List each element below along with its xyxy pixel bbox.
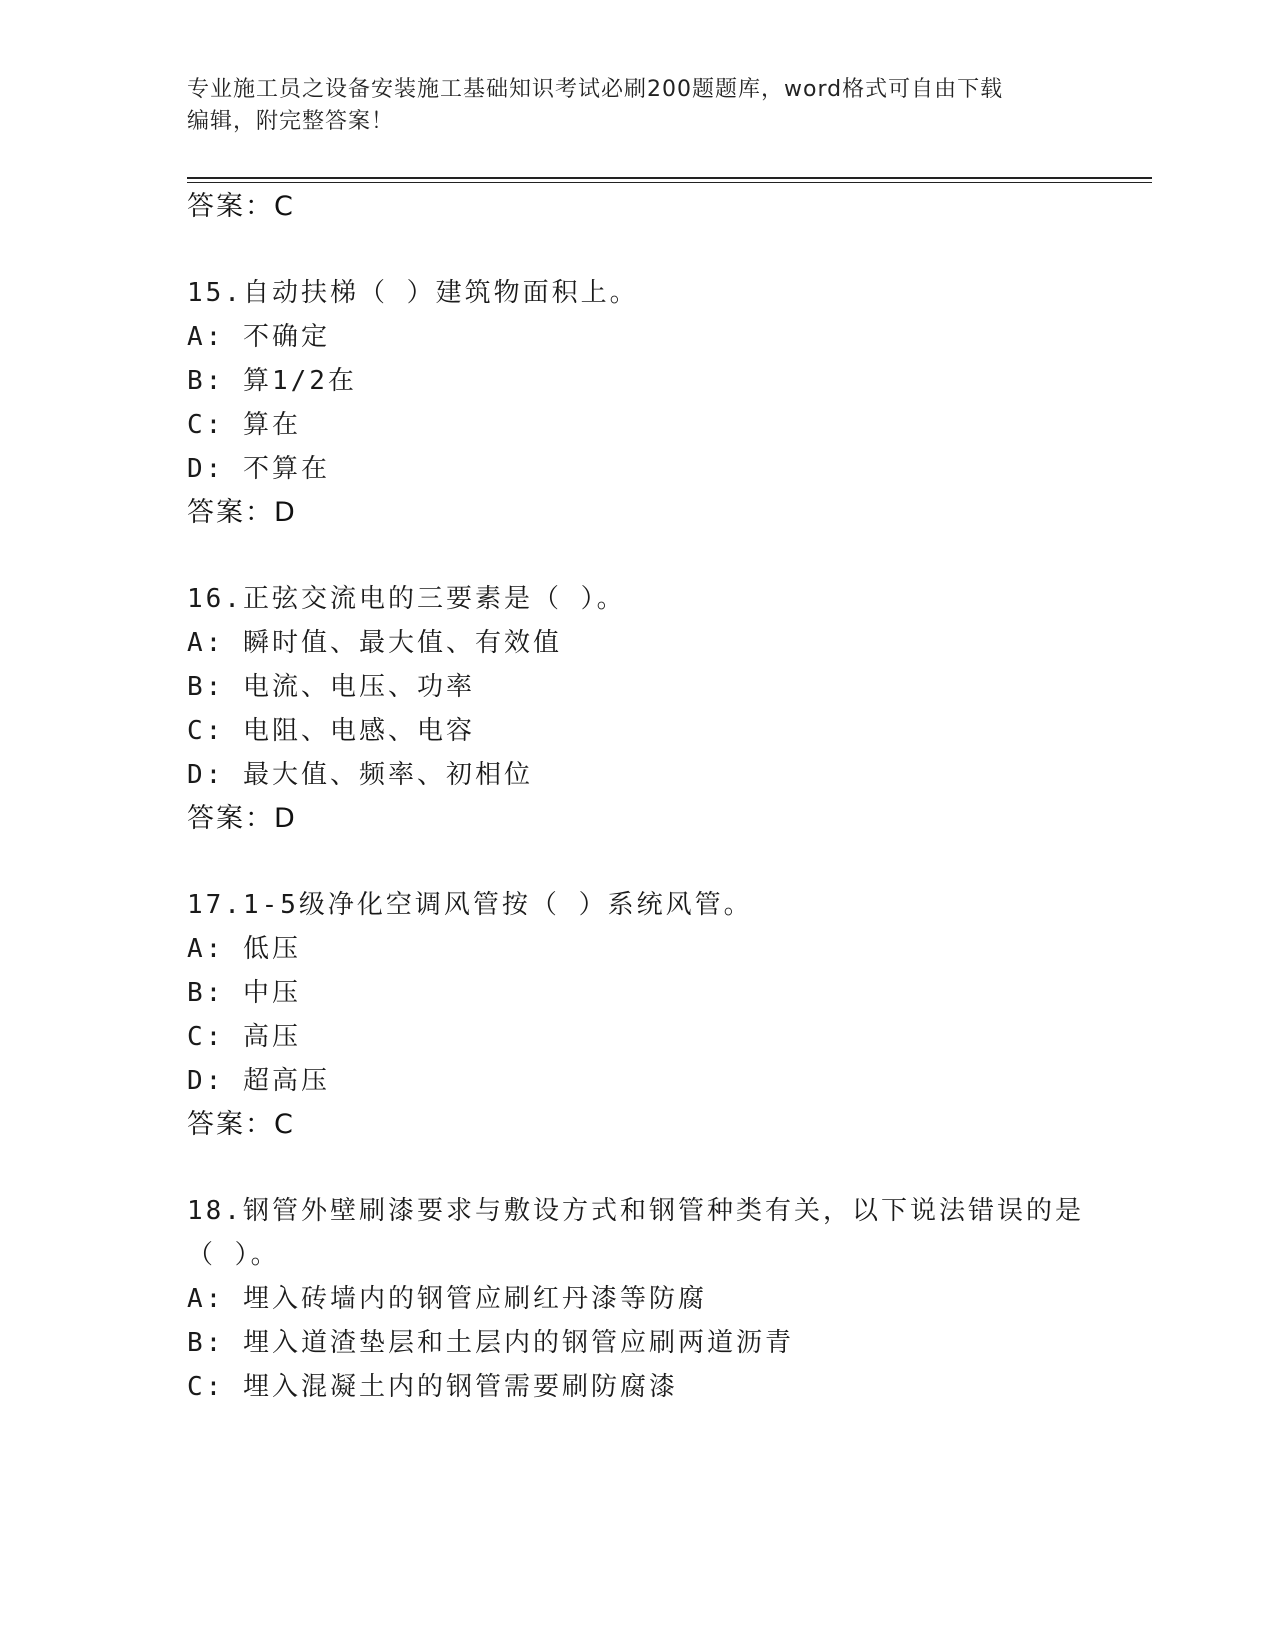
header-divider-bottom (187, 182, 1152, 183)
header-line-1: 专业施工员之设备安装施工基础知识考试必刷200题题库，word格式可自由下载 (187, 77, 1004, 102)
question-18-stem-line-1: 18.钢管外壁刷漆要求与敷设方式和钢管种类有关，以下说法错误的是 (187, 1196, 1084, 1226)
question-18-option-b: B: 埋入道渣垫层和土层内的钢管应刷两道沥青 (187, 1328, 794, 1358)
question-16-option-d: D: 最大值、频率、初相位 (187, 760, 533, 790)
answer-prev: 答案：C (187, 191, 295, 222)
question-17-answer: 答案：C (187, 1109, 295, 1140)
question-15-option-c: C: 算在 (187, 410, 301, 440)
question-16-option-a: A: 瞬时值、最大值、有效值 (187, 628, 562, 658)
question-15-option-b: B: 算1/2在 (187, 366, 357, 396)
header-line-2: 编辑，附完整答案！ (187, 109, 395, 134)
question-15-option-a: A: 不确定 (187, 322, 330, 352)
question-16-option-c: C: 电阻、电感、电容 (187, 716, 475, 746)
question-15-answer: 答案：D (187, 497, 297, 528)
question-15-stem: 15.自动扶梯（ ）建筑物面积上。 (187, 278, 639, 308)
question-18-stem-line-2: （ ）。 (187, 1240, 280, 1270)
document-header (187, 74, 1087, 138)
question-16-option-b: B: 电流、电压、功率 (187, 672, 475, 702)
question-17-option-b: B: 中压 (187, 978, 301, 1008)
question-18-option-c: C: 埋入混凝土内的钢管需要刷防腐漆 (187, 1372, 678, 1402)
header-divider-top (187, 177, 1152, 179)
question-17-stem: 17.1-5级净化空调风管按（ ）系统风管。 (187, 890, 753, 920)
question-18-option-a: A: 埋入砖墙内的钢管应刷红丹漆等防腐 (187, 1284, 707, 1314)
question-17-option-c: C: 高压 (187, 1022, 301, 1052)
question-17-option-d: D: 超高压 (187, 1066, 330, 1096)
question-17-option-a: A: 低压 (187, 934, 301, 964)
question-16-stem: 16.正弦交流电的三要素是（ ）。 (187, 584, 626, 614)
question-16-answer: 答案：D (187, 803, 297, 834)
question-15-option-d: D: 不算在 (187, 454, 330, 484)
